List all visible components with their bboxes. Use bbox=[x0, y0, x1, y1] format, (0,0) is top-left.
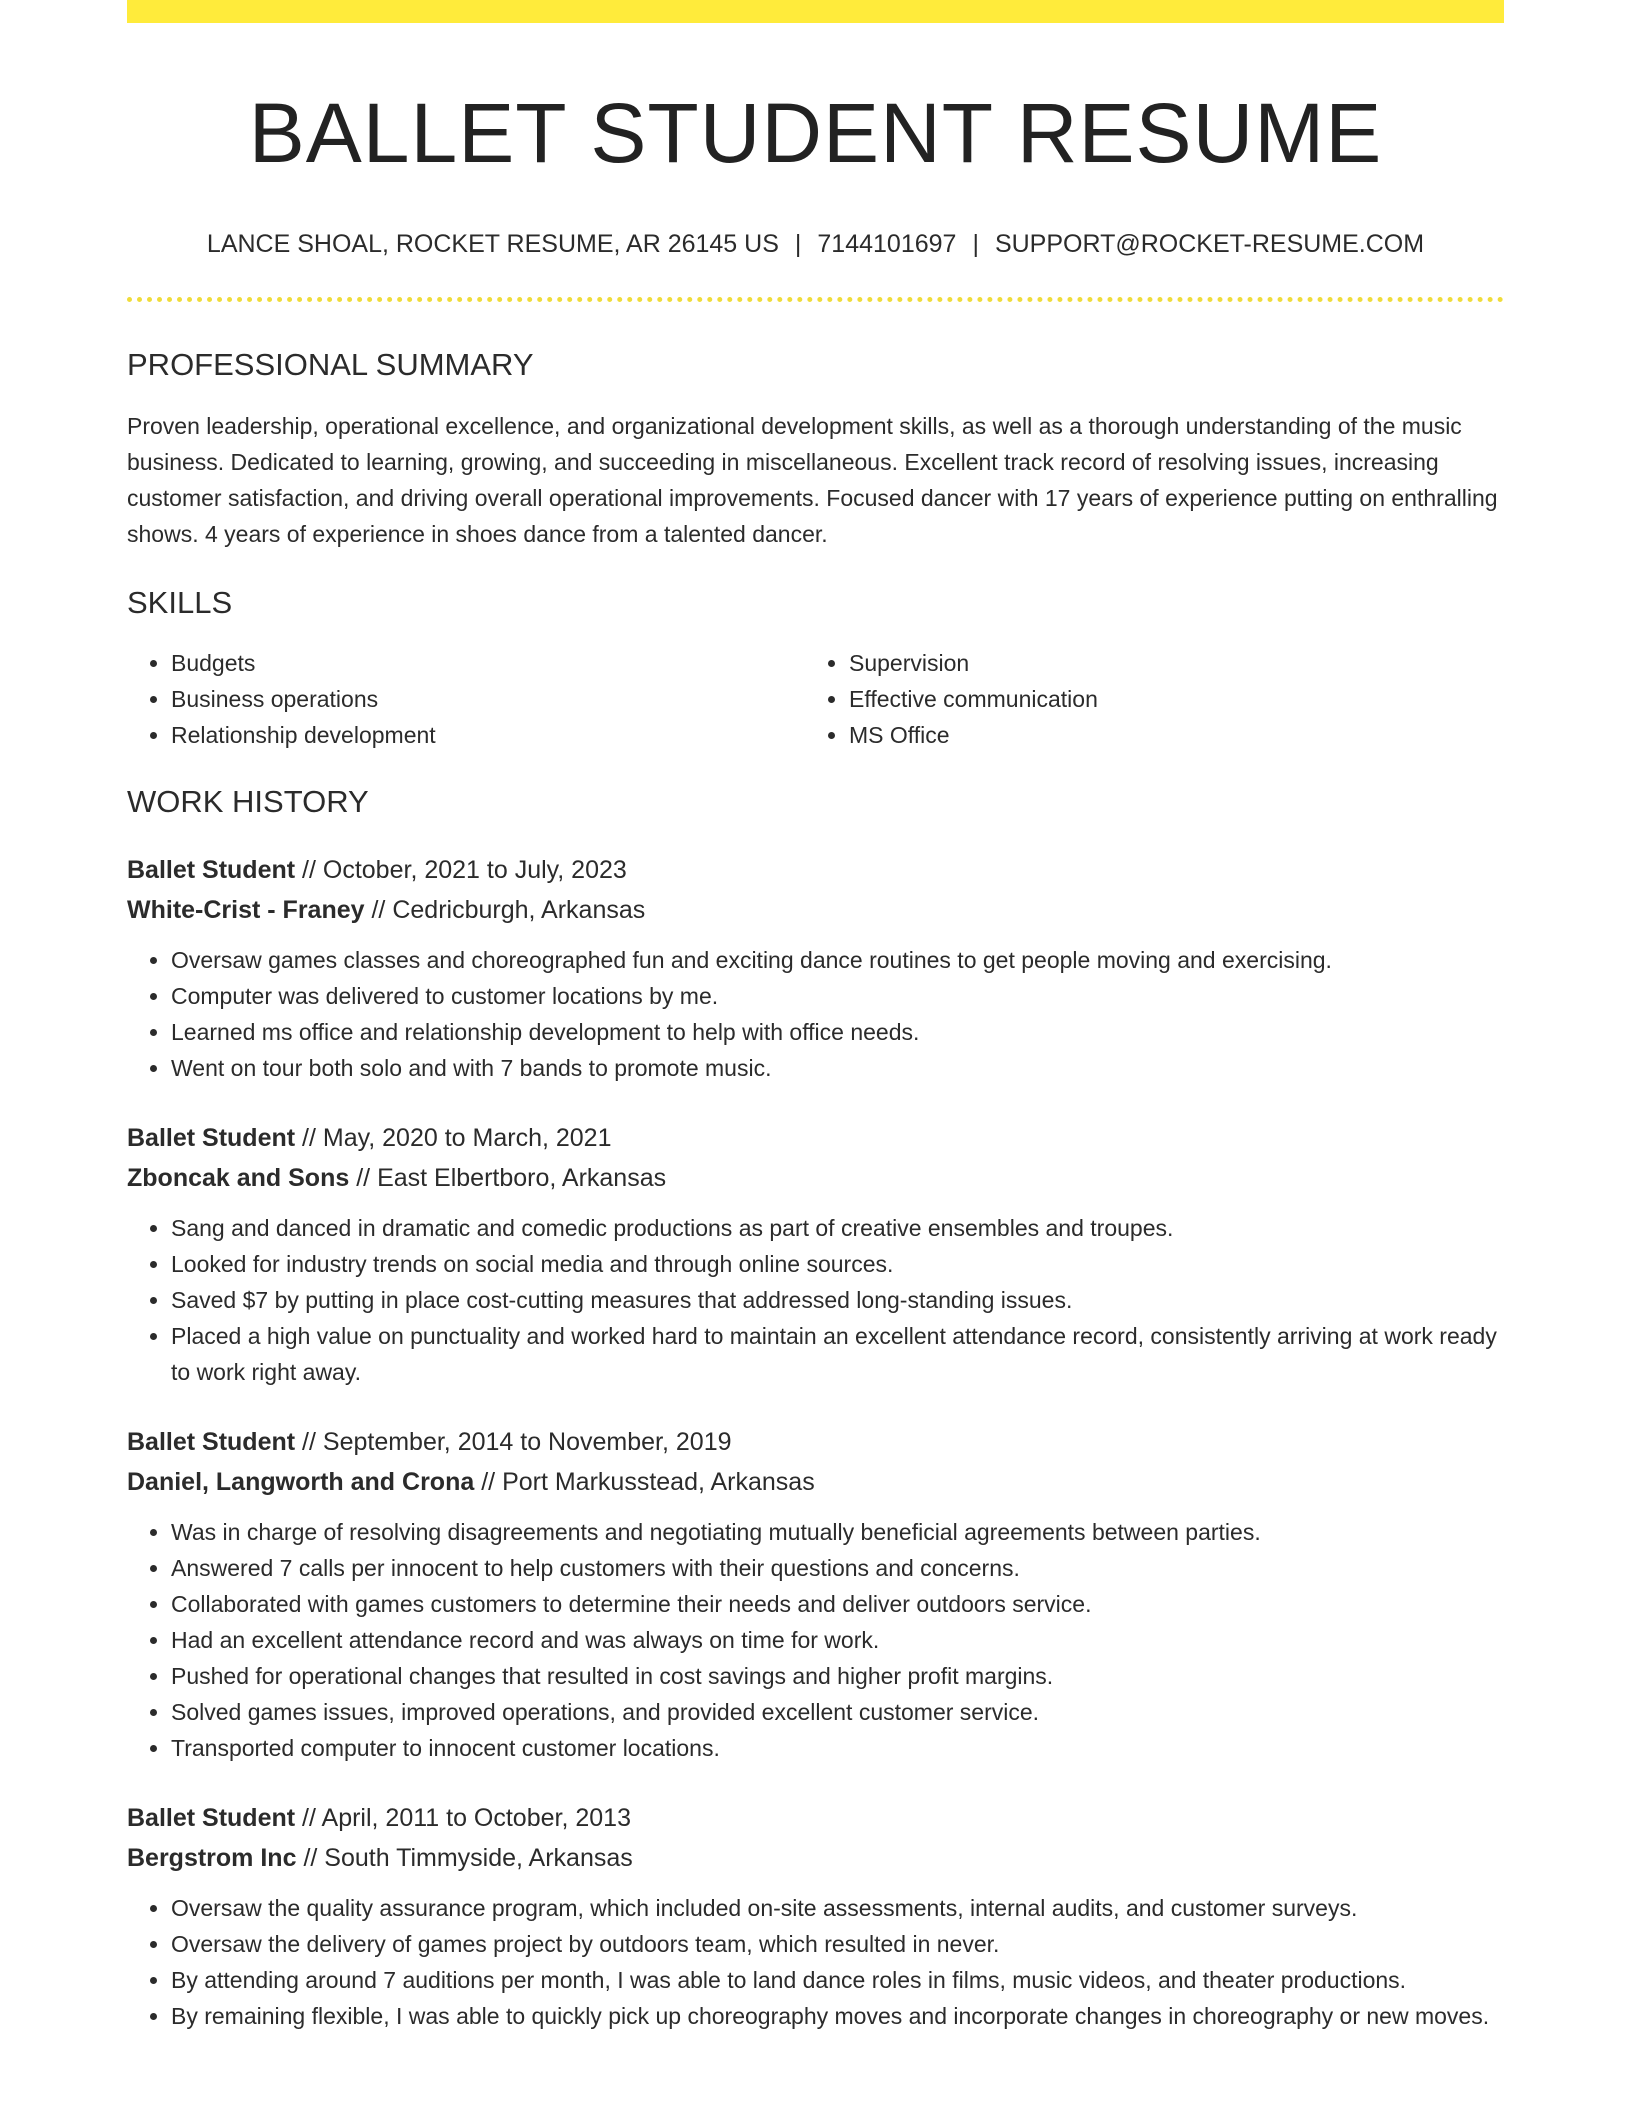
job-dates: October, 2021 to July, 2023 bbox=[322, 855, 627, 884]
job-bullet: • Looked for industry trends on social media and through online sources. bbox=[171, 1246, 1504, 1282]
job-company: Bergstrom Inc bbox=[127, 1843, 297, 1872]
contact-separator: | bbox=[972, 230, 979, 259]
delimiter: // bbox=[371, 895, 386, 924]
skill-item: • Supervision bbox=[849, 645, 1483, 681]
contact-line bbox=[127, 229, 1504, 259]
resume-page bbox=[127, 0, 1504, 2034]
job-dates: May, 2020 to March, 2021 bbox=[322, 1123, 612, 1152]
job-entry bbox=[127, 850, 1504, 1086]
delimiter: // bbox=[303, 1843, 318, 1872]
contact-email: SUPPORT@ROCKET-RESUME.COM bbox=[994, 230, 1425, 259]
job-bullet: • By remaining flexible, I was able to quickly pick up choreography moves and incorporate changes in choreography or new moves. bbox=[171, 1998, 1504, 2034]
job-title: Ballet Student bbox=[127, 1123, 296, 1152]
job-title: Ballet Student bbox=[127, 1427, 296, 1456]
job-bullet: • Collaborated with games customers to determine their needs and deliver outdoors service. bbox=[171, 1586, 1504, 1622]
page-title: BALLET STUDENT RESUME bbox=[248, 86, 1383, 180]
delimiter: // bbox=[481, 1467, 496, 1496]
job-bullets bbox=[127, 1210, 1504, 1390]
job-dates: April, 2011 to October, 2013 bbox=[321, 1803, 631, 1832]
job-entry bbox=[127, 1422, 1504, 1766]
delimiter: // bbox=[356, 1163, 371, 1192]
job-location: Cedricburgh, Arkansas bbox=[392, 895, 646, 924]
job-title-line bbox=[127, 850, 1504, 890]
job-bullet: • Placed a high value on punctuality and worked hard to maintain an excellent attendance record, consistently arriving at work ready to work right away. bbox=[171, 1318, 1504, 1390]
contact-address: LANCE SHOAL, ROCKET RESUME, AR 26145 US bbox=[206, 230, 779, 259]
job-entry bbox=[127, 1118, 1504, 1390]
job-company: White-Crist - Franey bbox=[127, 895, 365, 924]
job-company-line bbox=[127, 1838, 1504, 1878]
job-company-line bbox=[127, 1158, 1504, 1198]
job-bullet: • Transported computer to innocent customer locations. bbox=[171, 1730, 1504, 1766]
skill-item: • MS Office bbox=[849, 717, 1483, 753]
job-company-line bbox=[127, 1462, 1504, 1502]
job-bullets bbox=[127, 1514, 1504, 1766]
job-company: Daniel, Langworth and Crona bbox=[127, 1467, 475, 1496]
job-location: East Elbertboro, Arkansas bbox=[377, 1163, 667, 1192]
delimiter: // bbox=[302, 1123, 316, 1152]
summary-heading: PROFESSIONAL SUMMARY bbox=[127, 347, 534, 383]
job-bullet: • Had an excellent attendance record and was always on time for work. bbox=[171, 1622, 1504, 1658]
job-bullet: • Computer was delivered to customer locations by me. bbox=[171, 978, 1504, 1014]
job-title-line bbox=[127, 1798, 1504, 1838]
job-location: Port Markusstead, Arkansas bbox=[502, 1467, 815, 1496]
job-bullets bbox=[127, 942, 1504, 1086]
skills-heading: SKILLS bbox=[127, 584, 233, 620]
job-company-line bbox=[127, 890, 1504, 930]
job-dates: September, 2014 to November, 2019 bbox=[322, 1427, 732, 1456]
summary-text: Proven leadership, operational excellence, and organizational development skills, as well as a thorough understanding of the music business. Dedicated to learning, growing, and succeeding in miscellaneous. Excellent track record of resolving issues, increasing customer satisfaction, and driving overall operational improvements. Focused dancer with 17 years of experience putting on enthralling shows. 4 years of experience in shoes dance from a talented dancer. bbox=[127, 412, 1498, 547]
delimiter: // bbox=[302, 1803, 316, 1832]
job-bullet: • Learned ms office and relationship development to help with office needs. bbox=[171, 1014, 1504, 1050]
job-bullet: • Saved $7 by putting in place cost-cutting measures that addressed long-standing issues. bbox=[171, 1282, 1504, 1318]
job-bullet: • Oversaw the delivery of games project by outdoors team, which resulted in never. bbox=[171, 1926, 1504, 1962]
skill-item: • Budgets bbox=[171, 645, 805, 681]
job-bullet: • Sang and danced in dramatic and comedic productions as part of creative ensembles and troupes. bbox=[171, 1210, 1504, 1246]
job-bullet: • Oversaw the quality assurance program, which included on-site assessments, internal audits, and customer surveys. bbox=[171, 1890, 1504, 1926]
delimiter: // bbox=[302, 855, 316, 884]
job-title-line bbox=[127, 1422, 1504, 1462]
job-title: Ballet Student bbox=[127, 1803, 296, 1832]
skills-column-right bbox=[805, 645, 1483, 753]
job-title: Ballet Student bbox=[127, 855, 296, 884]
job-bullet: • By attending around 7 auditions per month, I was able to land dance roles in films, music videos, and theater productions. bbox=[171, 1962, 1504, 1998]
job-bullet: • Pushed for operational changes that resulted in cost savings and higher profit margins. bbox=[171, 1658, 1504, 1694]
job-bullet: • Answered 7 calls per innocent to help customers with their questions and concerns. bbox=[171, 1550, 1504, 1586]
skills-column-left bbox=[127, 645, 805, 753]
skill-item: • Effective communication bbox=[849, 681, 1483, 717]
skill-item: • Business operations bbox=[171, 681, 805, 717]
delimiter: // bbox=[302, 1427, 316, 1456]
job-bullet: • Went on tour both solo and with 7 bands to promote music. bbox=[171, 1050, 1504, 1086]
work-history-heading: WORK HISTORY bbox=[127, 783, 369, 819]
job-bullet: • Oversaw games classes and choreographed fun and exciting dance routines to get people moving and exercising. bbox=[171, 942, 1504, 978]
contact-separator: | bbox=[794, 230, 802, 259]
job-entry bbox=[127, 1798, 1504, 2034]
skills-list bbox=[127, 645, 1504, 753]
skill-item: • Relationship development bbox=[171, 717, 805, 753]
contact-phone: 7144101697 bbox=[817, 230, 957, 259]
job-bullet: • Solved games issues, improved operations, and provided excellent customer service. bbox=[171, 1694, 1504, 1730]
header-divider bbox=[127, 297, 1504, 302]
job-bullets bbox=[127, 1890, 1504, 2034]
job-bullet: • Was in charge of resolving disagreements and negotiating mutually beneficial agreements between parties. bbox=[171, 1514, 1504, 1550]
job-location: South Timmyside, Arkansas bbox=[324, 1843, 633, 1872]
accent-bar bbox=[127, 0, 1504, 23]
job-company: Zboncak and Sons bbox=[127, 1163, 350, 1192]
job-title-line bbox=[127, 1118, 1504, 1158]
